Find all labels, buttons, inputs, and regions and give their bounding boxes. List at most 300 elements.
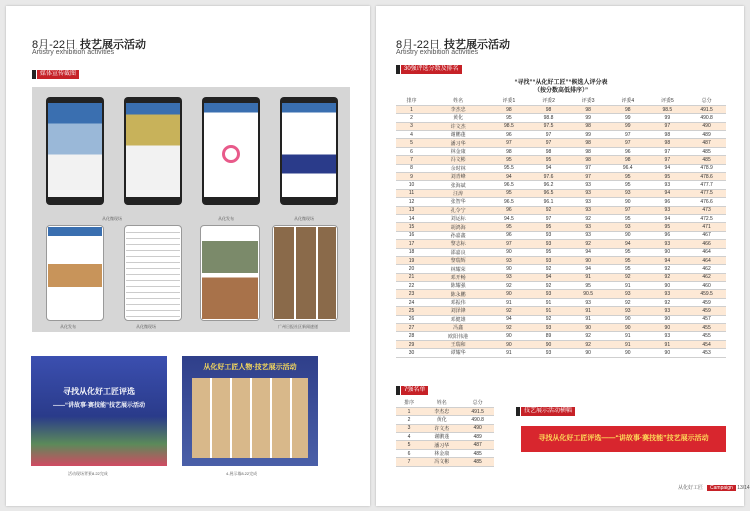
table-cell: 91 bbox=[568, 315, 608, 323]
poster-title: 从化好工匠人物·技艺展示活动 bbox=[203, 364, 297, 371]
table-cell: 陈耀强 bbox=[427, 282, 489, 290]
table-cell: 许文杰 bbox=[422, 424, 461, 432]
table-cell: 94 bbox=[489, 173, 529, 181]
media-screenshots bbox=[32, 87, 350, 332]
column-header: 总分 bbox=[687, 97, 726, 105]
table-cell: 94 bbox=[648, 256, 688, 264]
table-cell: 14 bbox=[396, 214, 427, 222]
table-cell: 93 bbox=[608, 307, 648, 315]
table-cell: 95 bbox=[489, 223, 529, 231]
footer bbox=[678, 484, 750, 491]
section-marker bbox=[516, 407, 520, 416]
table-row bbox=[396, 248, 726, 256]
table-cell: 485 bbox=[687, 147, 726, 155]
table-cell: 93 bbox=[568, 189, 608, 197]
photo-grid bbox=[192, 378, 308, 458]
table-cell: 96 bbox=[648, 198, 688, 206]
phone-screenshot bbox=[124, 97, 182, 205]
table-cell: 97 bbox=[568, 164, 608, 172]
table-cell: 10 bbox=[396, 181, 427, 189]
table-cell: 95 bbox=[489, 189, 529, 197]
table-cell: 6 bbox=[396, 449, 422, 457]
footer-brand: 从化好工匠 bbox=[678, 485, 704, 491]
table-cell: 93 bbox=[648, 181, 688, 189]
webpage-screenshot bbox=[46, 225, 104, 321]
table-cell: 97 bbox=[529, 214, 569, 222]
table-cell: 93 bbox=[568, 298, 608, 306]
table-cell: 490 bbox=[687, 122, 726, 130]
table-cell: 3 bbox=[396, 424, 422, 432]
table-cell: 黄化 bbox=[422, 416, 461, 424]
table-cell: 91 bbox=[489, 349, 529, 357]
table-cell: 陈永鹏 bbox=[427, 290, 489, 298]
table-cell: 90 bbox=[608, 324, 648, 332]
phone-screenshot bbox=[46, 97, 104, 205]
table-row bbox=[396, 139, 726, 147]
table-cell: 潘习华 bbox=[427, 139, 489, 147]
table-cell: 91 bbox=[568, 273, 608, 281]
left-page bbox=[6, 6, 370, 506]
table-cell: 97 bbox=[648, 122, 688, 130]
table-cell: 23 bbox=[396, 290, 427, 298]
column-header: 排序 bbox=[396, 97, 427, 105]
page-subtitle: Artistry exhibition activities bbox=[32, 49, 115, 56]
table-cell: 林耀荣 bbox=[427, 265, 489, 273]
table-cell: 邓开畅 bbox=[427, 273, 489, 281]
table-cell: 94 bbox=[489, 315, 529, 323]
column-header: 评委3 bbox=[568, 97, 608, 105]
table-cell: 89 bbox=[529, 332, 569, 340]
table-cell: 99 bbox=[608, 114, 648, 122]
table-cell: 98 bbox=[648, 139, 688, 147]
table-cell: 94 bbox=[648, 164, 688, 172]
table-cell: 26 bbox=[396, 315, 427, 323]
table-cell: 96.4 bbox=[608, 164, 648, 172]
table-cell: 90 bbox=[608, 231, 648, 239]
table-cell: 5 bbox=[396, 139, 427, 147]
table-cell: 95 bbox=[608, 265, 648, 273]
webpage-screenshot bbox=[124, 225, 182, 321]
table-cell: 93 bbox=[648, 307, 688, 315]
section-marker bbox=[32, 70, 36, 79]
table-cell: 90 bbox=[568, 324, 608, 332]
table-cell: 29 bbox=[396, 340, 427, 348]
poster-title: 寻找从化好工匠评选 bbox=[63, 387, 135, 396]
table-cell: 98 bbox=[489, 105, 529, 113]
table-cell: 95 bbox=[529, 156, 569, 164]
table-cell: 93 bbox=[529, 256, 569, 264]
table-cell: 1 bbox=[396, 407, 422, 415]
table-row bbox=[396, 282, 726, 290]
table-cell: 张智华 bbox=[427, 198, 489, 206]
table-cell: 491.5 bbox=[461, 407, 494, 415]
table-cell: 95 bbox=[529, 248, 569, 256]
column-header: 评委5 bbox=[648, 97, 688, 105]
table-cell: 97 bbox=[529, 139, 569, 147]
table-cell: 98 bbox=[568, 156, 608, 164]
table-cell: 466 bbox=[687, 240, 726, 248]
table-cell: 95 bbox=[648, 173, 688, 181]
background-poster bbox=[31, 356, 167, 466]
table-cell: 93 bbox=[568, 231, 608, 239]
table-cell: 489 bbox=[461, 433, 494, 441]
table-cell: 94 bbox=[529, 164, 569, 172]
page-title: 技艺展示活动 bbox=[80, 39, 147, 51]
table-cell: 90 bbox=[648, 324, 688, 332]
table-cell: 91 bbox=[489, 298, 529, 306]
table-cell: 余时林 bbox=[427, 164, 489, 172]
table-cell: 黄化 bbox=[427, 114, 489, 122]
table-cell: 96.1 bbox=[529, 198, 569, 206]
table-cell: 17 bbox=[396, 240, 427, 248]
table-cell: 林金康 bbox=[422, 449, 461, 457]
table-cell: 94.5 bbox=[489, 214, 529, 222]
table-cell: 16 bbox=[396, 231, 427, 239]
table-cell: 471 bbox=[687, 223, 726, 231]
table-cell: 2 bbox=[396, 114, 427, 122]
table-cell: 92 bbox=[529, 265, 569, 273]
caption: 从化微现场 bbox=[294, 216, 314, 221]
phone-screenshot bbox=[280, 97, 338, 205]
table-cell: 491.5 bbox=[687, 105, 726, 113]
table-row bbox=[396, 214, 726, 222]
table-cell: 467 bbox=[687, 231, 726, 239]
table-cell: 90 bbox=[529, 340, 569, 348]
table-row bbox=[396, 114, 726, 122]
table-subtitle: （按分数高低排序）” bbox=[533, 88, 588, 94]
table-row bbox=[396, 265, 726, 273]
table-cell: 27 bbox=[396, 324, 427, 332]
table-row bbox=[396, 147, 726, 155]
table-cell: 91 bbox=[529, 307, 569, 315]
table-cell: 90 bbox=[568, 349, 608, 357]
column-header: 评委4 bbox=[608, 97, 648, 105]
table-cell: 98 bbox=[568, 139, 608, 147]
table-cell: 459 bbox=[687, 298, 726, 306]
score-table bbox=[396, 97, 726, 358]
table-cell: 92 bbox=[489, 324, 529, 332]
table-cell: 459 bbox=[687, 307, 726, 315]
table-cell: 97.6 bbox=[529, 173, 569, 181]
table-cell: 21 bbox=[396, 273, 427, 281]
column-header: 姓名 bbox=[427, 97, 489, 105]
table-row bbox=[396, 407, 494, 415]
table-cell: 13 bbox=[396, 206, 427, 214]
date-label: 8月-22日 bbox=[396, 39, 441, 51]
table-cell: 97 bbox=[489, 240, 529, 248]
table-cell: 98 bbox=[529, 147, 569, 155]
table-row bbox=[396, 273, 726, 281]
display-wall-poster bbox=[182, 356, 318, 466]
table-cell: 457 bbox=[687, 315, 726, 323]
table-cell: 19 bbox=[396, 256, 427, 264]
column-header: 总分 bbox=[461, 399, 494, 407]
table-cell: 97 bbox=[568, 173, 608, 181]
table-cell: 24 bbox=[396, 298, 427, 306]
table-cell: 冯文彬 bbox=[427, 156, 489, 164]
table-cell: 92 bbox=[608, 273, 648, 281]
table-cell: 95 bbox=[608, 214, 648, 222]
webpage-screenshot bbox=[200, 225, 260, 321]
table-cell: 12 bbox=[396, 198, 427, 206]
table-cell: 92 bbox=[648, 298, 688, 306]
table-cell: 7 bbox=[396, 458, 422, 466]
table-cell: 455 bbox=[687, 324, 726, 332]
table-cell: 98 bbox=[489, 147, 529, 155]
table-cell: 邵嘉良 bbox=[427, 248, 489, 256]
table-cell: 94 bbox=[648, 189, 688, 197]
table-row bbox=[396, 458, 494, 466]
table-cell: 97 bbox=[648, 156, 688, 164]
table-cell: 90 bbox=[489, 248, 529, 256]
table-cell: 485 bbox=[461, 458, 494, 466]
table-cell: 20 bbox=[396, 265, 427, 273]
table-row bbox=[396, 324, 726, 332]
table-cell: 谢鹏蓬 bbox=[427, 131, 489, 139]
table-cell: 冯鑫 bbox=[427, 324, 489, 332]
table-cell: 93 bbox=[529, 290, 569, 298]
table-cell: 93 bbox=[608, 189, 648, 197]
table-cell: 95 bbox=[608, 248, 648, 256]
table-cell: 93 bbox=[529, 231, 569, 239]
table-cell: 92 bbox=[568, 340, 608, 348]
table-cell: 94 bbox=[568, 265, 608, 273]
table-cell: 489 bbox=[687, 131, 726, 139]
table-cell: 90 bbox=[489, 340, 529, 348]
table-cell: 潘习华 bbox=[422, 441, 461, 449]
table-cell: 3 bbox=[396, 122, 427, 130]
table-cell: 455 bbox=[687, 332, 726, 340]
table-cell: 胡鸿海 bbox=[427, 223, 489, 231]
table-cell: 487 bbox=[461, 441, 494, 449]
table-row bbox=[396, 433, 494, 441]
table-row bbox=[396, 340, 726, 348]
table-cell: 22 bbox=[396, 282, 427, 290]
table-cell: 92 bbox=[489, 282, 529, 290]
caption: 从化微现场 bbox=[136, 324, 156, 329]
table-cell: 90 bbox=[489, 265, 529, 273]
table-cell: 93 bbox=[529, 349, 569, 357]
poster-subtitle: ——“讲故事·赛技能”技艺展示活动 bbox=[53, 403, 145, 409]
poster-caption: 活动现场背景8.22完成 bbox=[68, 471, 108, 476]
column-header: 评委1 bbox=[489, 97, 529, 105]
table-cell: 黎志标 bbox=[427, 240, 489, 248]
table-cell: 90 bbox=[489, 290, 529, 298]
table-cell: 92 bbox=[489, 307, 529, 315]
table-cell: 李杰忠 bbox=[422, 407, 461, 415]
activity-banner: 寻找从化好工匠评选——“讲故事·赛技能”技艺展示活动 bbox=[521, 426, 726, 452]
table-cell: 97 bbox=[608, 206, 648, 214]
caption: 从化微现场 bbox=[102, 216, 122, 221]
table-cell: 95 bbox=[608, 256, 648, 264]
table-cell: 92 bbox=[648, 273, 688, 281]
table-cell: 91 bbox=[608, 282, 648, 290]
table-cell: 454 bbox=[687, 340, 726, 348]
table-row bbox=[396, 223, 726, 231]
column-header: 姓名 bbox=[422, 399, 461, 407]
table-row bbox=[396, 231, 726, 239]
table-cell: 98 bbox=[529, 105, 569, 113]
table-cell: 477.7 bbox=[687, 181, 726, 189]
table-cell: 王瑞和 bbox=[427, 340, 489, 348]
table-cell: 92 bbox=[529, 315, 569, 323]
table-cell: 91 bbox=[648, 340, 688, 348]
table-cell: 464 bbox=[687, 256, 726, 264]
poster-caption: 4.展示墙8.22完成 bbox=[226, 471, 258, 476]
table-cell: 91 bbox=[529, 298, 569, 306]
table-cell: 95 bbox=[489, 156, 529, 164]
table-cell: 93 bbox=[568, 223, 608, 231]
table-row bbox=[396, 298, 726, 306]
table-cell: 7 bbox=[396, 156, 427, 164]
section-marker bbox=[396, 386, 400, 395]
table-cell: 91 bbox=[608, 340, 648, 348]
table-cell: 459.5 bbox=[687, 290, 726, 298]
table-cell: 30 bbox=[396, 349, 427, 357]
table-row bbox=[396, 181, 726, 189]
table-cell: 98.8 bbox=[529, 114, 569, 122]
date-label: 8月-22日 bbox=[32, 39, 77, 51]
table-cell: 93 bbox=[648, 332, 688, 340]
table-cell: 谢鹏蓬 bbox=[422, 433, 461, 441]
table-cell: 92 bbox=[608, 298, 648, 306]
table-cell: 490 bbox=[461, 424, 494, 432]
table-cell: 90 bbox=[648, 282, 688, 290]
table-cell: 92 bbox=[648, 265, 688, 273]
table-cell: 92 bbox=[568, 214, 608, 222]
right-page bbox=[376, 6, 750, 506]
table-cell: 93 bbox=[608, 290, 648, 298]
table-cell: 92 bbox=[529, 282, 569, 290]
table-cell: 91 bbox=[608, 332, 648, 340]
table-cell: 96.5 bbox=[529, 189, 569, 197]
column-header: 排序 bbox=[396, 399, 422, 407]
table-cell: 90.5 bbox=[568, 290, 608, 298]
table-cell: 93 bbox=[529, 240, 569, 248]
table-cell: 11 bbox=[396, 189, 427, 197]
page-number: 13/14 bbox=[737, 485, 750, 491]
table-row bbox=[396, 173, 726, 181]
table-cell: 462 bbox=[687, 273, 726, 281]
table-cell: 477.5 bbox=[687, 189, 726, 197]
table-cell: 95 bbox=[648, 223, 688, 231]
table-cell: 97 bbox=[529, 131, 569, 139]
caption: 从化发布 bbox=[60, 324, 76, 329]
table-cell: 98 bbox=[568, 122, 608, 130]
table-row bbox=[396, 256, 726, 264]
table-cell: 91 bbox=[568, 307, 608, 315]
table-cell: 485 bbox=[461, 449, 494, 457]
table-cell: 95.5 bbox=[489, 164, 529, 172]
table-cell: 刘泽锋 bbox=[427, 307, 489, 315]
table-cell: 93 bbox=[568, 181, 608, 189]
table-cell: 90 bbox=[608, 198, 648, 206]
table-cell: 98 bbox=[608, 156, 648, 164]
table-cell: 90 bbox=[648, 349, 688, 357]
table-cell: 8 bbox=[396, 164, 427, 172]
table-cell: 94 bbox=[608, 240, 648, 248]
table-cell: 汪涛 bbox=[427, 189, 489, 197]
table-row bbox=[396, 122, 726, 130]
table-row bbox=[396, 332, 726, 340]
table-row bbox=[396, 349, 726, 357]
table-cell: 98 bbox=[568, 105, 608, 113]
table-cell: 96 bbox=[648, 231, 688, 239]
table-cell: 97 bbox=[608, 131, 648, 139]
section-label: 30强评选分数及排名 bbox=[401, 65, 462, 74]
table-cell: 472.5 bbox=[687, 214, 726, 222]
table-cell: 冯文彬 bbox=[422, 458, 461, 466]
table-cell: 94 bbox=[529, 273, 569, 281]
table-cell: 2 bbox=[396, 416, 422, 424]
table-cell: 490.8 bbox=[461, 416, 494, 424]
table-cell: 487 bbox=[687, 139, 726, 147]
table-cell: 90 bbox=[608, 315, 648, 323]
table-cell: 478.6 bbox=[687, 173, 726, 181]
table-cell: 90 bbox=[568, 256, 608, 264]
table-cell: 90 bbox=[648, 315, 688, 323]
table-cell: 张海斌 bbox=[427, 181, 489, 189]
table-cell: 96 bbox=[608, 147, 648, 155]
page-title: 技艺展示活动 bbox=[444, 39, 511, 51]
table-row bbox=[396, 189, 726, 197]
table-cell: 490.8 bbox=[687, 114, 726, 122]
table-row bbox=[396, 105, 726, 113]
table-cell: 谭耀华 bbox=[427, 349, 489, 357]
table-cell: 5 bbox=[396, 441, 422, 449]
table-cell: 许文杰 bbox=[427, 122, 489, 130]
table-cell: 92 bbox=[568, 332, 608, 340]
table-cell: 刘青峰 bbox=[427, 173, 489, 181]
page-subtitle: Artistry exhibition activities bbox=[396, 49, 479, 56]
table-cell: 94 bbox=[648, 214, 688, 222]
table-cell: 99 bbox=[568, 114, 608, 122]
phone-screenshot bbox=[202, 97, 260, 205]
table-cell: 15 bbox=[396, 223, 427, 231]
table-cell: 孔令宁 bbox=[427, 206, 489, 214]
table-cell: 462 bbox=[687, 265, 726, 273]
table-cell: 93 bbox=[489, 256, 529, 264]
table-cell: 98 bbox=[648, 131, 688, 139]
table-cell: 478.9 bbox=[687, 164, 726, 172]
table-row bbox=[396, 156, 726, 164]
table-row bbox=[396, 290, 726, 298]
table-cell: 95 bbox=[529, 223, 569, 231]
table-title: “寻找”“从化好工匠”“候选人评分表 bbox=[514, 80, 608, 86]
webpage-screenshot bbox=[272, 225, 338, 321]
table-row bbox=[396, 206, 726, 214]
table-cell: 97.5 bbox=[529, 122, 569, 130]
table-cell: 93 bbox=[648, 206, 688, 214]
section-label: 技艺展示活动横幅 bbox=[521, 407, 575, 416]
column-header: 评委2 bbox=[529, 97, 569, 105]
table-cell: 95 bbox=[608, 173, 648, 181]
table-cell: 90 bbox=[608, 349, 648, 357]
table-cell: 93 bbox=[608, 223, 648, 231]
table-row bbox=[396, 307, 726, 315]
table-row bbox=[396, 416, 494, 424]
table-cell: 96 bbox=[489, 206, 529, 214]
table-cell: 96.2 bbox=[529, 181, 569, 189]
table-cell: 96.5 bbox=[489, 181, 529, 189]
table-cell: 4 bbox=[396, 131, 427, 139]
table-cell: 92 bbox=[529, 206, 569, 214]
table-cell: 93 bbox=[568, 198, 608, 206]
table-cell: 99 bbox=[608, 122, 648, 130]
table-cell: 6 bbox=[396, 147, 427, 155]
table-cell: 28 bbox=[396, 332, 427, 340]
footer-tag: Campaign bbox=[707, 485, 736, 491]
